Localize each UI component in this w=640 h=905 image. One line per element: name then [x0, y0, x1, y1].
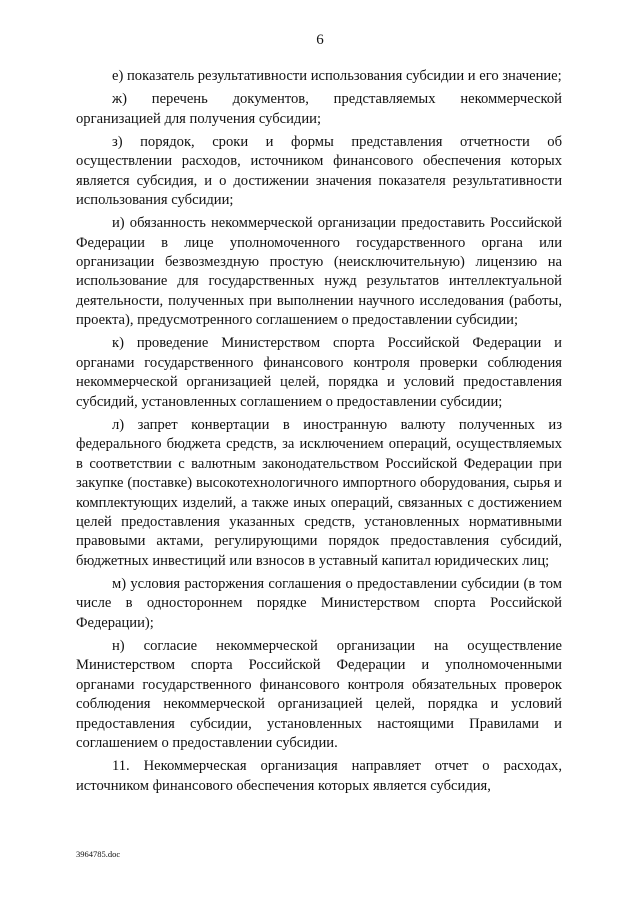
paragraph-11-report: 11. Некоммерческая организация направляет отчет о расходах, источником финансового обеспечения которых является субсидия, — [76, 758, 562, 794]
paragraph-i-license: и) обязанность некоммерческой организации предоставить Российской Федерации в лице уполномоченного государственного органа или организации безвозмездную простую (неисключительную) лицензию на использование для государственных нужд результатов интеллектуальной деятельности, полученных при выполнении научного исследования (работы, проекта), предусмотренного соглашением о предоставлении субсидии; — [76, 215, 562, 329]
paragraph-m-termination: м) условия расторжения соглашения о предоставлении субсидии (в том числе в одностороннем порядке Министерством спорта Российской Федерации); — [76, 575, 562, 631]
paragraph-k-inspection: к) проведение Министерством спорта Российской Федерации и органами государственного финансового контроля проверки соблюдения некоммерческой организацией целей, порядка и условий предоставления субсидий, установленных соглашением о предоставлении субсидии; — [76, 335, 562, 410]
document-body — [76, 67, 562, 800]
page-number: 6 — [316, 32, 324, 48]
paragraph-l-currency-ban: л) запрет конвертации в иностранную валюту полученных из федерального бюджета средств, за исключением операций, осуществляемых в соответствии с валютным законодательством Российской Федерации при закупке (поставке) высокотехнологичного импортного оборудования, сырья и комплектующих изделий, а также иных операций, связанных с достижением целей предоставления указанных средств, установленных нормативными правовыми актами, регулирующими порядок предоставления субсидий, бюджетных инвестиций или взносов в уставный капитал юридических лиц; — [76, 416, 562, 569]
footer-filename: 3964785.doc — [76, 849, 121, 859]
paragraph-z-reporting: з) порядок, сроки и формы представления отчетности об осуществлении расходов, источником финансового обеспечения которых является субсидия, и о достижении значения показателя результативности использования субсидии; — [76, 133, 562, 209]
paragraph-n-consent: н) согласие некоммерческой организации на осуществление Министерством спорта Российской Федерации и уполномоченными органами государственного финансового контроля обязательных проверок соблюдения некоммерческой организацией целей, порядка и условий предоставления субсидии, установленных настоящими Правилами и соглашением о предоставлении субсидии. — [76, 637, 562, 751]
paragraph-e-indicator: е) показатель результативности использования субсидии и его значение; — [112, 68, 562, 84]
paragraph-zh-documents: ж) перечень документов, представляемых некоммерческой организацией для получения субсидии; — [76, 91, 562, 127]
